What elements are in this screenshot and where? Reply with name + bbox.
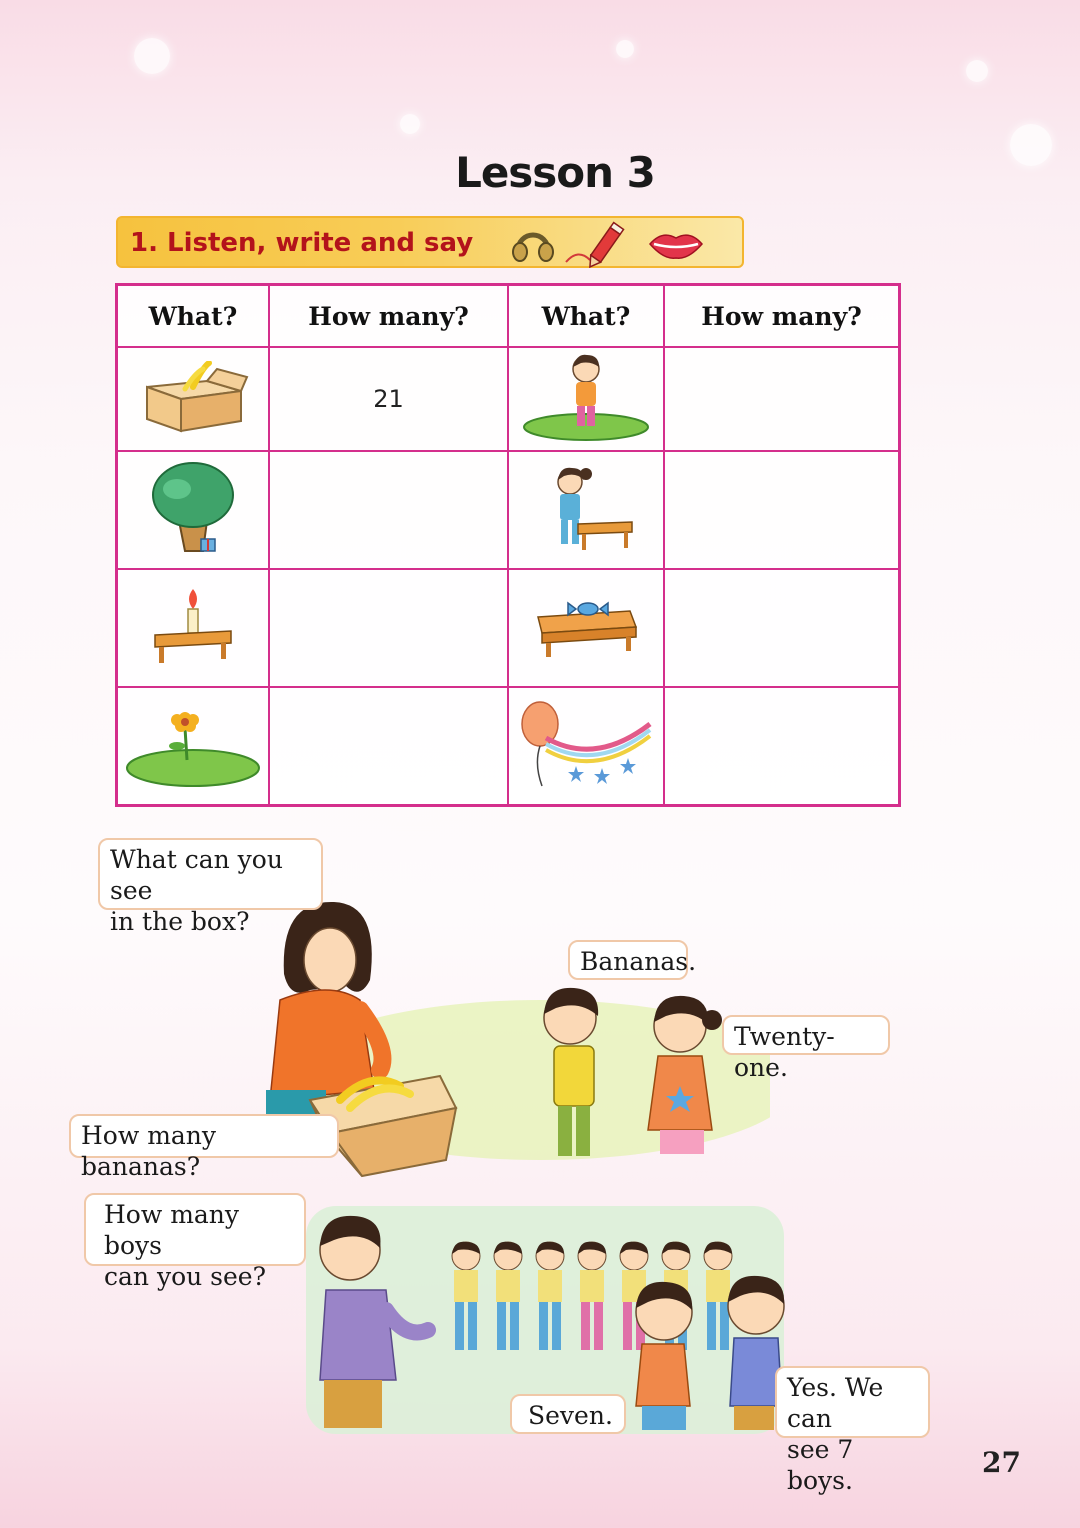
sparkle-decoration — [134, 38, 170, 74]
picture-boy-on-grass — [508, 347, 664, 451]
speech-bubble-seven — [510, 1394, 626, 1434]
speech-line: Bananas. — [580, 947, 697, 976]
answer-cell[interactable] — [664, 451, 900, 569]
table-row — [117, 347, 900, 451]
picture-candy-on-table — [508, 569, 664, 687]
answer-cell[interactable] — [664, 687, 900, 805]
section-label: 1. Listen, write and say — [130, 228, 474, 258]
speech-bubble-bananas — [568, 940, 697, 980]
headphones-icon — [510, 224, 556, 264]
table-row — [117, 451, 900, 569]
speech-line: in the box? — [110, 907, 250, 936]
answer-cell[interactable] — [269, 569, 508, 687]
picture-girl-at-table — [508, 451, 664, 569]
picture-box-of-bananas — [117, 347, 270, 451]
picture-flower-on-grass — [117, 687, 270, 805]
sparkle-decoration — [616, 40, 634, 58]
speech-bubble-yes-we-can — [775, 1366, 930, 1495]
speech-line: Yes. We can — [787, 1373, 884, 1433]
answer-cell[interactable] — [664, 347, 900, 451]
speech-line: How many bananas? — [81, 1121, 217, 1181]
speech-line: How many boys — [104, 1200, 240, 1260]
header-what-right: What? — [508, 285, 664, 348]
header-how-many-left: How many? — [269, 285, 508, 348]
answer-cell[interactable] — [269, 687, 508, 805]
answer-table — [115, 283, 901, 807]
speech-line: What can you see — [110, 845, 283, 905]
header-what-left: What? — [117, 285, 270, 348]
picture-balloon-and-stars — [508, 687, 664, 805]
sparkle-decoration — [400, 114, 420, 134]
answer-cell[interactable] — [664, 569, 900, 687]
speech-bubble-how-many-bananas — [69, 1114, 339, 1181]
speech-line: Twenty-one. — [734, 1022, 835, 1082]
speech-bubble-what-can-you-see — [98, 838, 323, 936]
speech-line: can you see? — [104, 1262, 266, 1291]
speech-bubble-twenty-one — [722, 1015, 890, 1082]
picture-candle-on-table — [117, 569, 270, 687]
speech-line: Seven. — [528, 1401, 613, 1430]
pencil-icon — [560, 218, 632, 268]
table-header-row — [117, 285, 900, 348]
speech-bubble-how-many-boys — [84, 1193, 306, 1291]
page-number: 27 — [982, 1446, 1021, 1479]
header-how-many-right: How many? — [664, 285, 900, 348]
section-banner — [116, 216, 744, 268]
table-row — [117, 687, 900, 805]
speech-line: see 7 boys. — [787, 1435, 854, 1495]
lips-icon — [648, 230, 704, 260]
picture-tree-with-gift — [117, 451, 270, 569]
answer-cell[interactable] — [269, 451, 508, 569]
page-title: Lesson 3 — [455, 148, 655, 197]
table-row — [117, 569, 900, 687]
sparkle-decoration — [966, 60, 988, 82]
answer-cell[interactable]: 21 — [269, 347, 508, 451]
